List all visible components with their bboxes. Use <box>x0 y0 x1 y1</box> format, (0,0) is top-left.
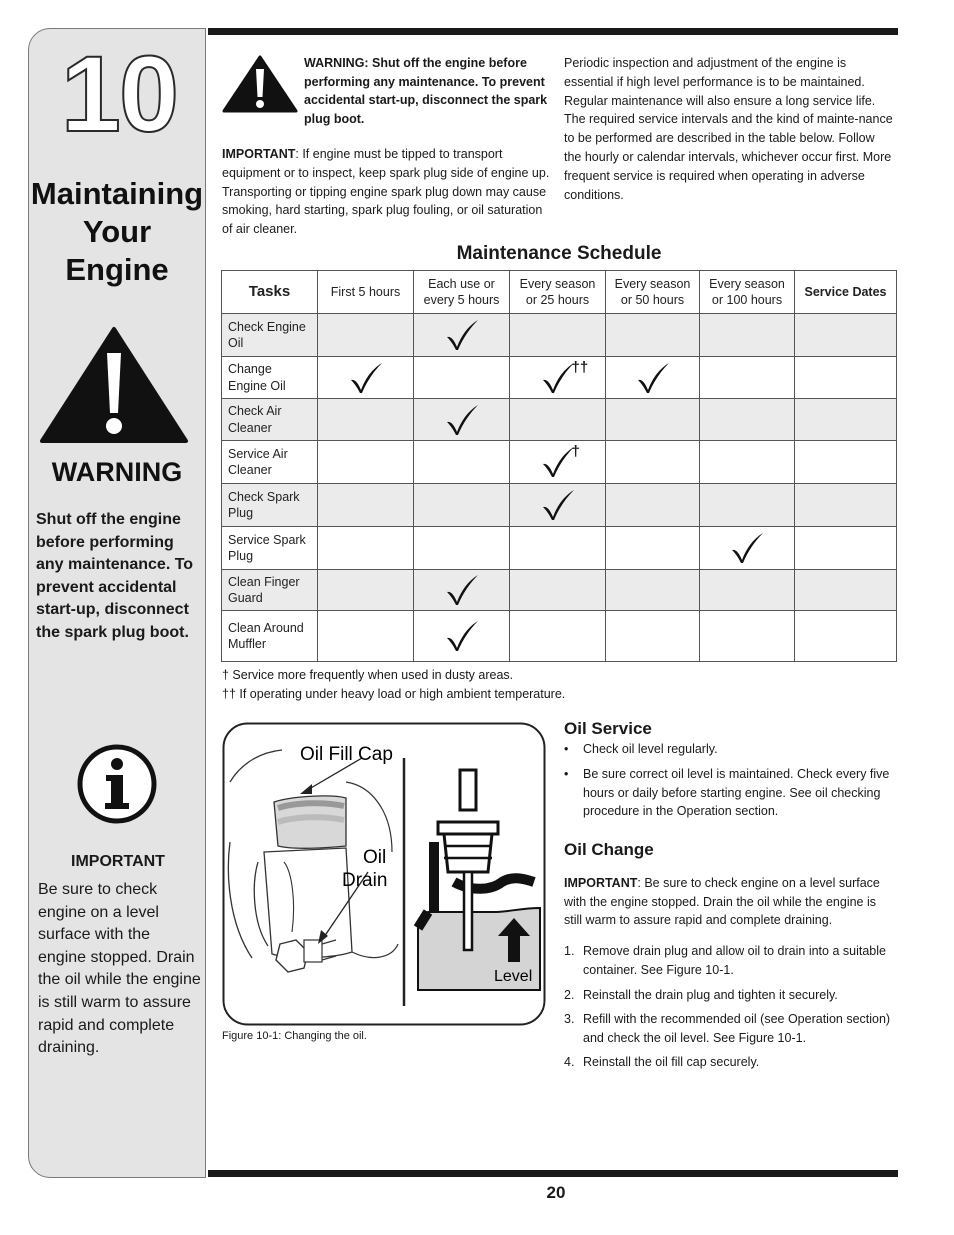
schedule-cell <box>510 314 606 357</box>
list-item <box>564 740 900 759</box>
task-label: Service Air Cleaner <box>228 446 288 477</box>
column-header-label: First 5 hours <box>330 284 401 299</box>
info-icon <box>76 743 158 825</box>
sidebar-important-text: Be sure to check engine on a level surface with the engine stopped. Drain the oil while the engine is still warm to assure rapid and complete draining. <box>38 881 201 1057</box>
schedule-cell <box>795 357 897 399</box>
task-cell <box>222 357 318 399</box>
step-item <box>564 986 898 1005</box>
schedule-cell <box>795 399 897 441</box>
step-number: 3. <box>564 1012 575 1026</box>
schedule-cell <box>795 484 897 527</box>
checkmark-icon <box>540 488 576 522</box>
warning-triangle-icon <box>222 55 298 113</box>
oil-fill-cap-label: Oil Fill Cap <box>300 744 393 765</box>
drain-label: Drain <box>342 870 388 891</box>
chapter-title-line: Maintaining <box>30 176 204 211</box>
task-cell <box>222 399 318 441</box>
table-row <box>222 527 897 570</box>
step-number: 2. <box>564 988 575 1002</box>
schedule-cell <box>318 399 414 441</box>
schedule-cell <box>795 527 897 570</box>
list-item-text: Check oil level regularly. <box>583 742 718 756</box>
schedule-cell <box>606 357 700 399</box>
top-rule <box>208 28 898 35</box>
chapter-title-line: Your <box>82 214 152 249</box>
chapter-title-line: Engine <box>65 252 169 287</box>
step-text: Reinstall the drain plug and tighten it securely. <box>583 988 838 1002</box>
checkmark-icon <box>540 443 580 479</box>
bottom-rule <box>208 1170 898 1177</box>
warning-triangle-icon <box>38 325 190 445</box>
checkmark-icon <box>348 361 384 395</box>
task-cell <box>222 570 318 611</box>
important-body: : Be sure to check engine on a level surface with the engine stopped. Drain the oil while the engine is still warm to assure rapid and complete draining. <box>564 876 880 928</box>
sidebar-important-title: IMPORTANT <box>71 853 165 870</box>
schedule-cell <box>700 441 795 484</box>
important-label: IMPORTANT <box>564 876 638 890</box>
oil-change-important-text <box>564 874 896 930</box>
schedule-cell <box>510 441 606 484</box>
schedule-cell <box>606 611 700 662</box>
checkmark-icon <box>444 619 480 653</box>
bullet-icon: • <box>564 767 569 781</box>
checkmark-icon <box>444 573 480 607</box>
checkmark-icon <box>444 403 480 437</box>
schedule-cell <box>318 484 414 527</box>
level-label: Level <box>494 968 533 985</box>
oil-label: Oil <box>363 847 387 868</box>
chapter-number: 10 <box>60 33 178 154</box>
checkmark-icon <box>540 358 589 395</box>
checkmark-icon <box>444 318 480 352</box>
figure-caption: Figure 10-1: Changing the oil. <box>222 1030 367 1042</box>
column-header <box>606 271 700 314</box>
task-label: Check Spark Plug <box>228 489 300 520</box>
checkmark-icon <box>729 531 765 565</box>
task-label: Change Engine Oil <box>228 362 286 393</box>
step-number: 4. <box>564 1055 575 1069</box>
task-label: Clean Around Muffler <box>228 620 304 651</box>
oil-service-heading: Oil Service <box>564 719 652 738</box>
column-header: Service Dates <box>795 271 897 314</box>
column-header: Tasks <box>222 271 318 314</box>
oil-change-heading: Oil Change <box>564 840 654 859</box>
top-important-text <box>222 145 552 239</box>
schedule-cell <box>606 484 700 527</box>
table-row <box>222 611 897 662</box>
schedule-cell <box>795 441 897 484</box>
table-row <box>222 484 897 527</box>
schedule-cell <box>795 611 897 662</box>
schedule-cell <box>414 527 510 570</box>
schedule-cell <box>700 611 795 662</box>
table-row <box>222 314 897 357</box>
schedule-cell <box>510 611 606 662</box>
table-row <box>222 357 897 399</box>
column-header-label: Every season or 25 hours <box>519 276 596 307</box>
task-label: Check Air Cleaner <box>228 404 282 435</box>
sidebar-warning-text: Shut off the engine before performing any maintenance. To prevent accidental start-up, disconnect the spark plug boot. <box>36 511 194 641</box>
schedule-cell <box>700 399 795 441</box>
table-row <box>222 570 897 611</box>
column-header-label: Each use or every 5 hours <box>423 276 500 307</box>
schedule-cell <box>700 570 795 611</box>
schedule-cell <box>318 527 414 570</box>
schedule-cell <box>606 527 700 570</box>
task-label: Clean Finger Guard <box>228 574 300 605</box>
column-header <box>414 271 510 314</box>
schedule-cell <box>318 314 414 357</box>
sidebar-warning-title: WARNING <box>51 457 183 487</box>
schedule-cell <box>414 357 510 399</box>
schedule-cell <box>700 357 795 399</box>
schedule-cell <box>795 570 897 611</box>
schedule-cell <box>318 441 414 484</box>
schedule-cell <box>700 484 795 527</box>
schedule-cell <box>318 570 414 611</box>
schedule-cell <box>510 399 606 441</box>
column-header <box>510 271 606 314</box>
list-item <box>564 765 900 821</box>
top-warning-text: WARNING: Shut off the engine before performing any maintenance. To prevent accidental start-up, disconnect the spark plug boot. <box>304 56 548 126</box>
step-text: Remove drain plug and allow oil to drain into a suitable container. See Figure 10-1. <box>583 944 886 977</box>
footnote-mark: †† <box>571 358 589 376</box>
task-cell <box>222 441 318 484</box>
schedule-cell <box>510 484 606 527</box>
schedule-cell <box>414 484 510 527</box>
bullet-icon: • <box>564 742 569 756</box>
task-cell <box>222 611 318 662</box>
footnote-dagger: † Service more frequently when used in dusty areas. <box>222 668 514 682</box>
schedule-cell <box>606 441 700 484</box>
table-header-row <box>222 271 897 314</box>
step-text: Refill with the recommended oil (see Operation section) and check the oil level. See Figure 10-1. <box>583 1012 891 1045</box>
schedule-cell <box>318 611 414 662</box>
step-item <box>564 1053 898 1072</box>
column-header <box>700 271 795 314</box>
schedule-title: Maintenance Schedule <box>456 243 662 264</box>
task-label: Service Spark Plug <box>228 532 306 563</box>
important-label: IMPORTANT <box>222 147 296 161</box>
schedule-cell <box>510 570 606 611</box>
periodic-inspection-text: Periodic inspection and adjustment of the engine is essential if high level performance is to be maintained. Regular maintenance will also ensure a long service life. The required service intervals and the kind of mainte-nance to be performed are described in the table below. Follow the hourly or calendar intervals, whichever occur first. More frequent service is required when operating in adverse conditions. <box>564 56 893 202</box>
important-body: : If engine must be tipped to transport equipment or to inspect, keep spark plug side of engine up. Transporting or tipping engine spark plug down may cause smoking, hard starting, spark plug fouling, or oil saturation of air cleaner. <box>222 147 550 237</box>
schedule-cell <box>700 314 795 357</box>
schedule-cell <box>414 399 510 441</box>
schedule-cell <box>606 314 700 357</box>
task-cell <box>222 527 318 570</box>
step-item <box>564 942 898 979</box>
schedule-cell <box>510 357 606 399</box>
schedule-cell <box>414 570 510 611</box>
list-item-text: Be sure correct oil level is maintained. Check every five hours or daily before starting engine. See oil checking procedure in the Operation section. <box>583 767 890 819</box>
column-header <box>318 271 414 314</box>
column-header-label: Every season or 50 hours <box>614 276 691 307</box>
step-text: Reinstall the oil fill cap securely. <box>583 1055 760 1069</box>
schedule-cell <box>795 314 897 357</box>
schedule-cell <box>510 527 606 570</box>
checkmark-icon <box>635 361 671 395</box>
schedule-cell <box>700 527 795 570</box>
schedule-cell <box>414 314 510 357</box>
table-row <box>222 399 897 441</box>
column-header-label: Every season or 100 hours <box>709 276 785 307</box>
page-number: 20 <box>546 1183 566 1202</box>
schedule-cell <box>318 357 414 399</box>
step-item <box>564 1010 898 1047</box>
task-cell <box>222 484 318 527</box>
table-row <box>222 441 897 484</box>
chapter-title <box>30 175 204 289</box>
oil-change-figure <box>222 722 546 1026</box>
footnote-double-dagger: †† If operating under heavy load or high ambient temperature. <box>222 687 566 701</box>
schedule-cell <box>414 611 510 662</box>
step-number: 1. <box>564 944 575 958</box>
schedule-cell <box>606 399 700 441</box>
task-label: Check Engine Oil <box>228 319 306 350</box>
maintenance-schedule-table <box>221 270 897 662</box>
schedule-cell <box>414 441 510 484</box>
task-cell <box>222 314 318 357</box>
schedule-cell <box>606 570 700 611</box>
footnote-mark: † <box>571 443 580 460</box>
